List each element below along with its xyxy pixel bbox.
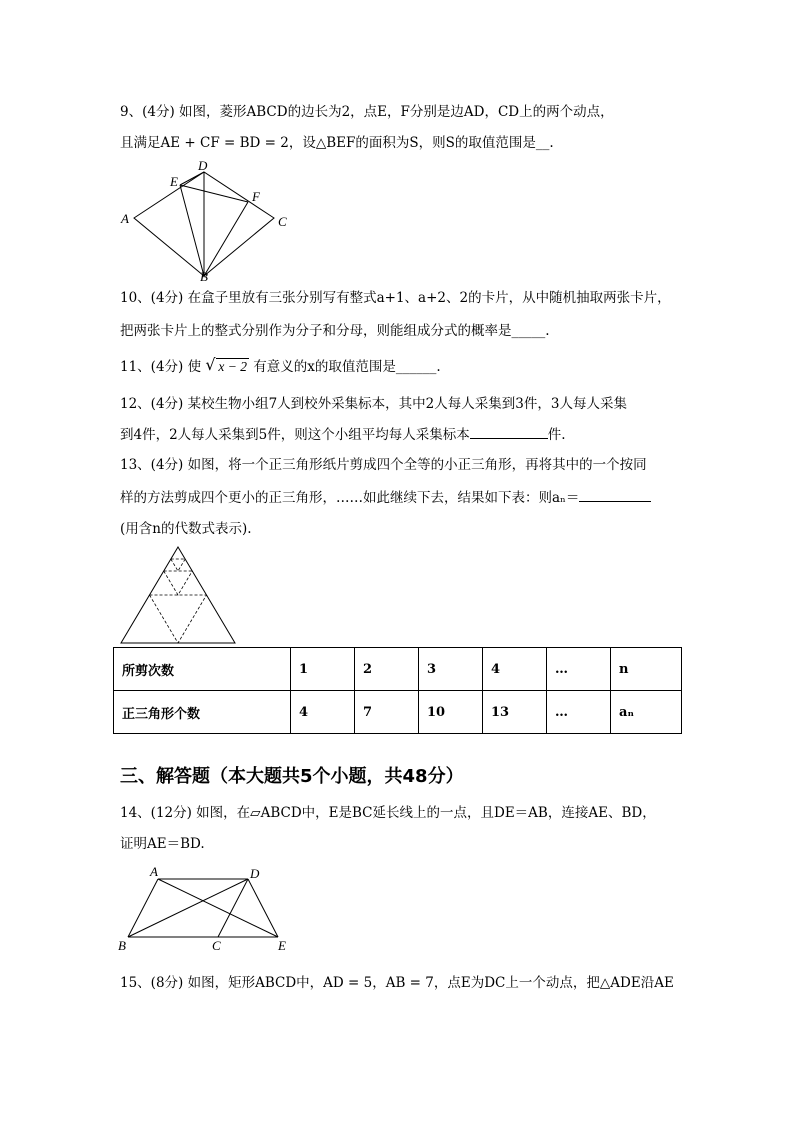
q11-prefix: 11、(4分) 使: [120, 359, 202, 375]
q9-label-B: B: [200, 269, 208, 284]
q12-line2: [120, 425, 566, 445]
table-cell: aₙ: [611, 691, 682, 734]
table-cell: 2: [355, 648, 419, 691]
section-title: 三、解答题（本大题共5个小题，共48分）: [120, 766, 464, 787]
table-cell: …: [547, 691, 611, 734]
q9-rhombus-figure: [112, 156, 302, 286]
q11-radicand: x − 2: [218, 359, 247, 374]
q9-label-D: D: [198, 158, 208, 173]
q13-an: aₙ＝: [552, 490, 580, 506]
q14-line1: 14、(12分) 如图，在▱ABCD中，E是BC延长线上的一点，且DE＝AB，连接AE、BD，: [120, 805, 656, 821]
q9-line1: 9、(4分) 如图，菱形ABCD的边长为2，点E，F分别是边AD，CD上的两个动点，: [120, 104, 614, 120]
q13-line2-prefix: 样的方法剪成四个更小的正三角形，……如此继续下去，结果如下表：则: [120, 490, 552, 506]
q12-answer-blank[interactable]: [470, 438, 548, 439]
q9-label-F: F: [252, 189, 260, 204]
q12-line2-suffix: 件.: [547, 427, 566, 443]
q13-table: [113, 647, 682, 734]
q13-line1: 13、(4分) 如图，将一个正三角形纸片剪成四个全等的小正三角形，再将其中的一个按同: [120, 457, 647, 473]
q12-line2-prefix: 到4件，2人每人采集到5件，则这个小组平均每人采集标本: [120, 427, 470, 443]
q11-line: [120, 357, 441, 377]
q14-label-E: E: [278, 938, 286, 953]
table-cell: 7: [355, 691, 419, 734]
q9-label-A: A: [121, 211, 129, 226]
q9-line2: 且满足AE + CF = BD = 2，设△BEF的面积为S，则S的取值范围是__.: [120, 135, 554, 151]
table-cell: 4: [291, 691, 355, 734]
table-cell: 所剪次数: [114, 648, 291, 691]
q14-label-A: A: [150, 864, 158, 879]
q15-line1: 15、(8分) 如图，矩形ABCD中，AD = 5，AB = 7，点E为DC上一个动点，把△ADE沿AE: [120, 975, 674, 991]
q10-line1: 10、(4分) 在盒子里放有三张分别写有整式a+1、a+2、2的卡片，从中随机抽取两张卡片，: [120, 290, 671, 306]
q14-line2: 证明AE＝BD.: [120, 836, 205, 852]
q13-triangle-figure: [118, 544, 240, 646]
q13-line3: (用含n的代数式表示).: [120, 521, 252, 537]
table-row: [114, 648, 682, 691]
table-cell: 10: [419, 691, 483, 734]
q13-answer-blank[interactable]: [579, 501, 651, 502]
table-cell: 3: [419, 648, 483, 691]
table-row: [114, 691, 682, 734]
radical-sign-icon: √: [205, 355, 216, 374]
q14-label-D: D: [250, 866, 260, 881]
q9-label-E: E: [170, 174, 178, 189]
q14-label-B: B: [118, 938, 126, 953]
q12-line1: 12、(4分) 某校生物小组7人到校外采集标本，其中2人每人采集到3件，3人每人采集: [120, 396, 627, 412]
table-cell: 13: [483, 691, 547, 734]
q14-label-C: C: [212, 938, 221, 953]
q9-label-C: C: [278, 214, 287, 229]
table-cell: n: [611, 648, 682, 691]
table-cell: …: [547, 648, 611, 691]
q11-sqrt: [205, 357, 249, 377]
table-cell: 正三角形个数: [114, 691, 291, 734]
table-cell: 4: [483, 648, 547, 691]
table-cell: 1: [291, 648, 355, 691]
q10-line2: 把两张卡片上的整式分别作为分子和分母，则能组成分式的概率是_____.: [120, 323, 550, 339]
q13-line2: [120, 488, 651, 508]
q14-parallelogram-figure: [112, 862, 302, 954]
q11-suffix: 有意义的x的取值范围是______.: [253, 359, 441, 375]
